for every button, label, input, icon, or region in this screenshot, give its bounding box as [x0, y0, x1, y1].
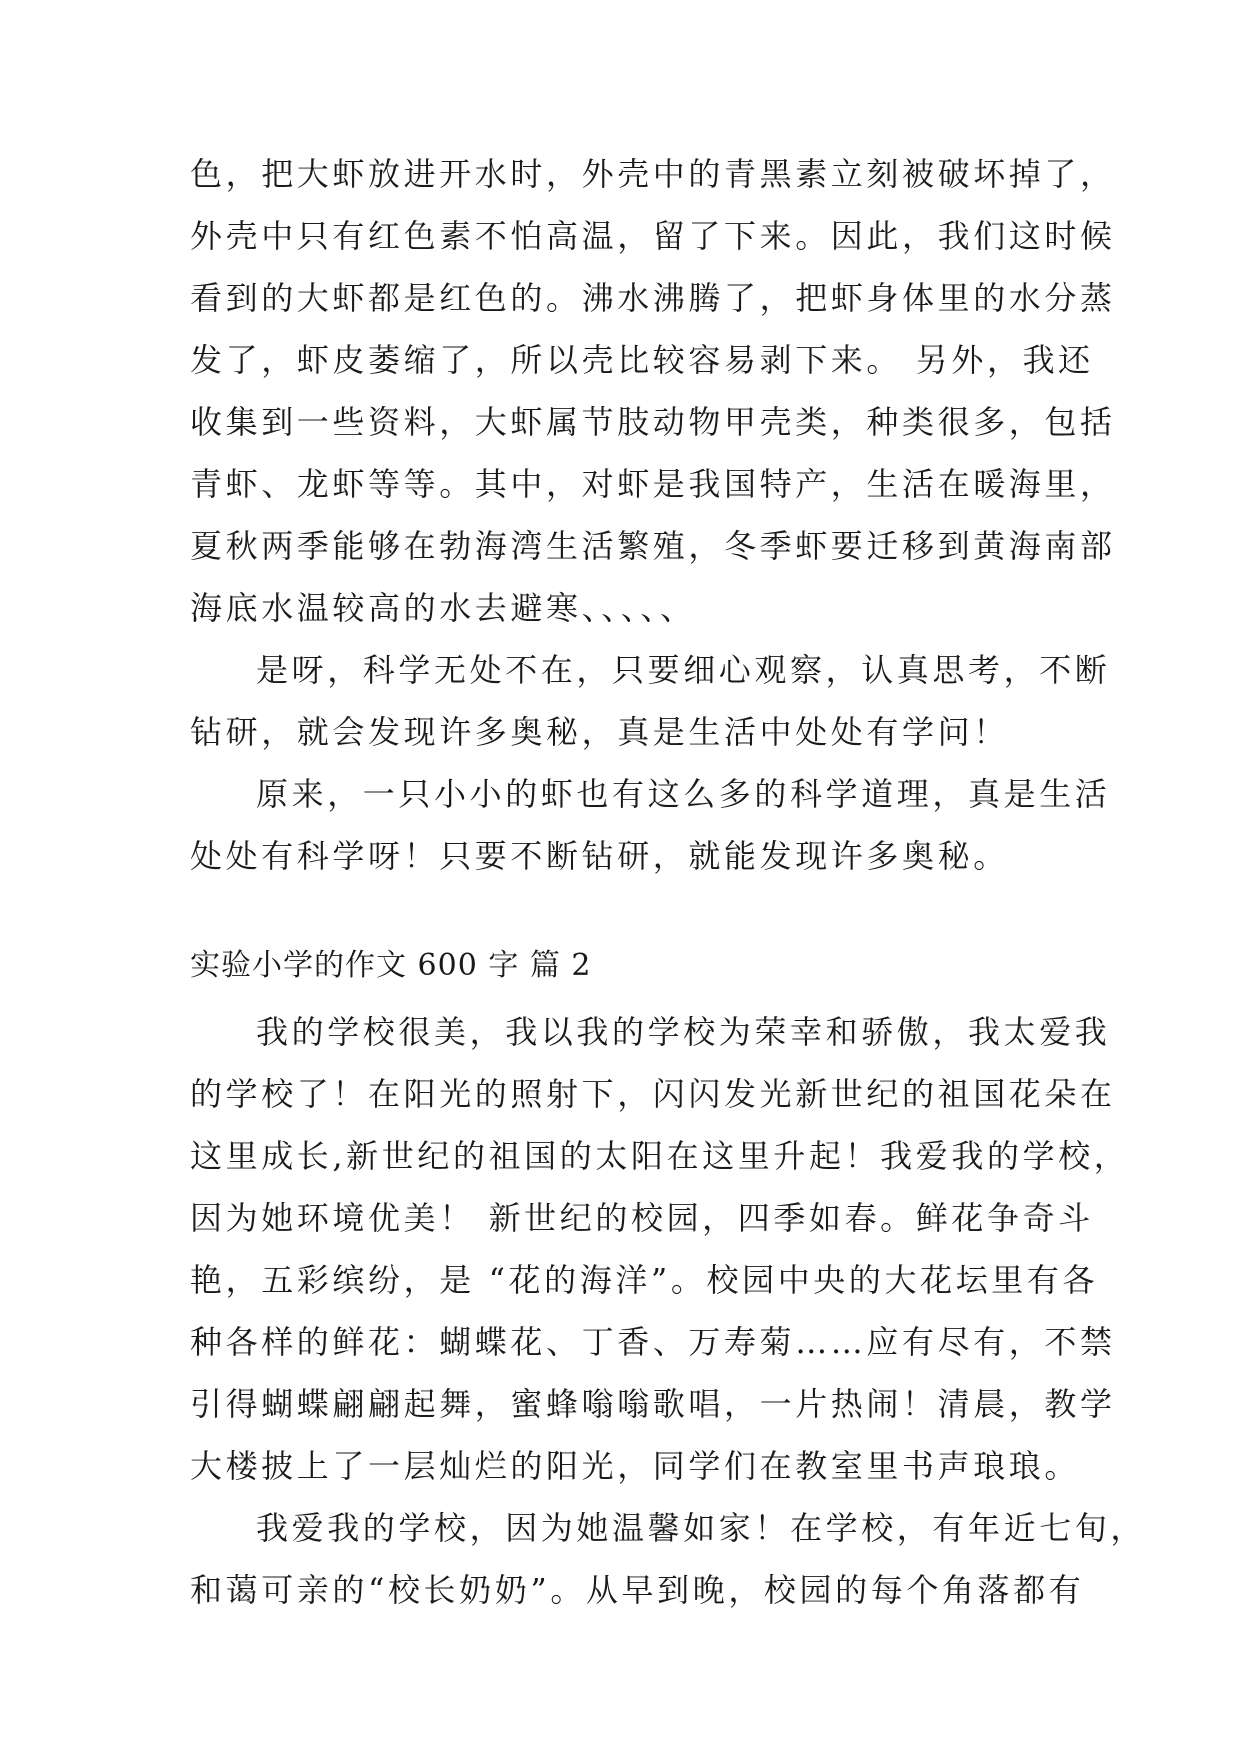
text-line: 发了，虾皮萎缩了，所以壳比较容易剥下来。 另外，我还 — [190, 341, 1094, 379]
text-line: 处处有科学呀！只要不断钻研，就能发现许多奥秘。 — [190, 837, 1009, 875]
text-line: 看到的大虾都是红色的。沸水沸腾了，把虾身体里的水分蒸 — [190, 279, 1116, 317]
text-line: 原来，一只小小的虾也有这么多的科学道理，真是生活 — [256, 775, 1111, 813]
text-line: 外壳中只有红色素不怕高温，留了下来。因此，我们这时候 — [190, 217, 1116, 255]
text-line: 钻研，就会发现许多奥秘，真是生活中处处有学问！ — [190, 713, 1009, 751]
text-line: 因为她环境优美！ 新世纪的校园，四季如春。鲜花争奇斗 — [190, 1199, 1094, 1237]
text-line: 引得蝴蝶翩翩起舞，蜜蜂嗡嗡歌唱，一片热闹！清晨，教学 — [190, 1385, 1116, 1423]
section-heading: 实验小学的作文 600 字 篇 2 — [190, 948, 592, 983]
text-line: 的学校了！在阳光的照射下，闪闪发光新世纪的祖国花朵在 — [190, 1075, 1116, 1113]
text-line: 我爱我的学校，因为她温馨如家！在学校，有年近七旬， — [256, 1509, 1147, 1547]
text-line: 是呀，科学无处不在，只要细心观察，认真思考，不断 — [256, 651, 1111, 689]
text-line: 夏秋两季能够在勃海湾生活繁殖，冬季虾要迁移到黄海南部 — [190, 527, 1116, 565]
text-line: 青虾、龙虾等等。其中，对虾是我国特产，生活在暖海里， — [190, 465, 1116, 503]
text-line: 和蔼可亲的“校长奶奶”。从早到晚，校园的每个角落都有 — [190, 1571, 1085, 1609]
text-line: 我的学校很美，我以我的学校为荣幸和骄傲，我太爱我 — [256, 1013, 1111, 1051]
text-line: 大楼披上了一层灿烂的阳光，同学们在教室里书声琅琅。 — [190, 1447, 1081, 1485]
text-line: 海底水温较高的水去避寒、、、、、 — [190, 589, 696, 627]
text-line: 这里成长,新世纪的祖国的太阳在这里升起！我爱我的学校， — [190, 1137, 1130, 1175]
text-line: 色，把大虾放进开水时，外壳中的青黑素立刻被破坏掉了， — [190, 155, 1116, 193]
text-line: 种各样的鲜花：蝴蝶花、丁香、万寿菊……应有尽有，不禁 — [190, 1323, 1116, 1361]
text-line: 收集到一些资料，大虾属节肢动物甲壳类，种类很多，包括 — [190, 403, 1116, 441]
text-line: 艳，五彩缤纷，是 “花的海洋”。校园中央的大花坛里有各 — [190, 1261, 1099, 1299]
